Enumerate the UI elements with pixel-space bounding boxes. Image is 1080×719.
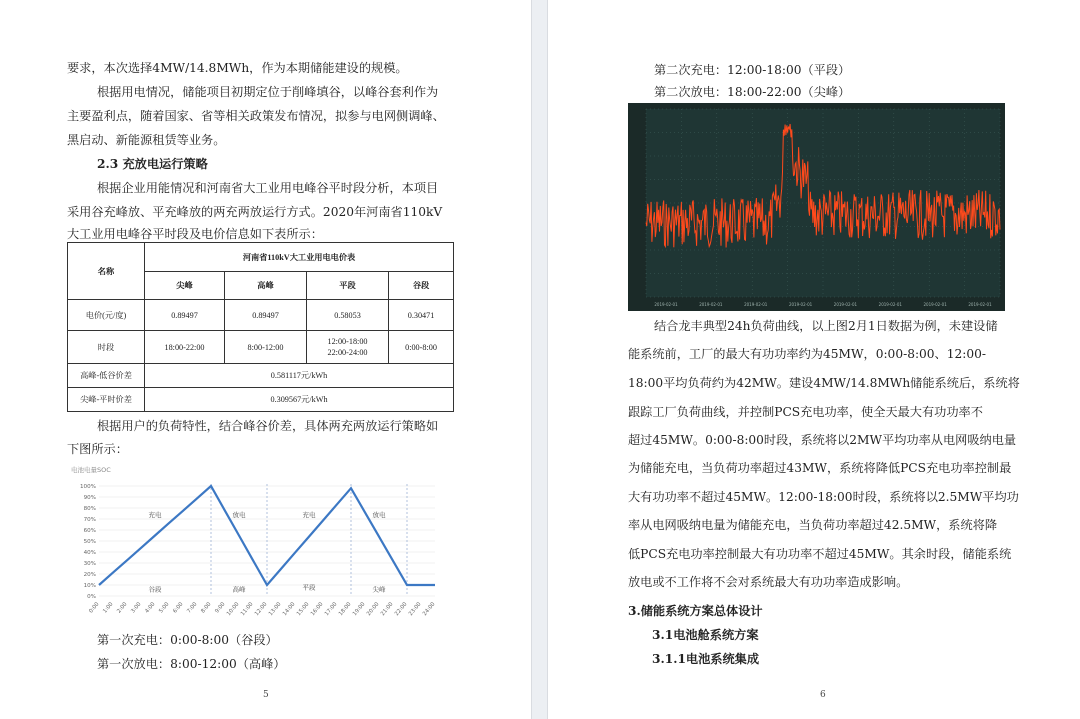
y-tick-label: 70% bbox=[83, 517, 96, 523]
table-cell: 0.581117元/kWh bbox=[145, 364, 454, 388]
body-text-line: 第一次充电：0:00-8:00（谷段） bbox=[97, 633, 278, 647]
y-tick-label: 40% bbox=[83, 550, 96, 556]
row-label: 尖峰-平时价差 bbox=[68, 388, 145, 412]
chart-background bbox=[69, 459, 447, 622]
body-text-line: 超过45MW。0:00-8:00时段，系统将以2MW平均功率从电网吸纳电量 bbox=[628, 433, 1017, 447]
table-cell: 0.58053 bbox=[307, 300, 389, 331]
x-tick-label: 11:00 bbox=[239, 601, 255, 618]
cell-line: 12:00-18:00 bbox=[327, 337, 368, 346]
body-text-line: 下图所示： bbox=[67, 442, 128, 456]
row-label: 时段 bbox=[68, 331, 145, 364]
y-tick-label: 30% bbox=[83, 561, 96, 567]
section-heading: 3.1电池舱系统方案 bbox=[652, 628, 759, 642]
x-tick-label: 6:00 bbox=[172, 601, 185, 615]
x-tick-label: 20:00 bbox=[365, 601, 381, 618]
section-heading: 3.储能系统方案总体设计 bbox=[628, 604, 763, 618]
body-text-line: 第二次放电：18:00-22:00（尖峰） bbox=[654, 85, 851, 99]
table-cell: 0:00-8:00 bbox=[389, 331, 454, 364]
row-label: 高峰-低谷价差 bbox=[68, 364, 145, 388]
y-tick-label: 0% bbox=[87, 594, 96, 600]
column-header: 尖峰 bbox=[145, 272, 225, 300]
table-cell bbox=[307, 331, 389, 364]
body-text-line: 跟踪工厂负荷曲线，并控制PCS充电功率，使全天最大有功功率不 bbox=[628, 405, 983, 419]
photo-tick-label: 2019-02-01 bbox=[878, 302, 902, 307]
body-text-line: 大有功功率不超过45MW。12:00-18:00时段，系统将以2.5MW平均功 bbox=[628, 490, 1019, 504]
body-text-line: 为储能充电，当负荷功率超过43MW，系统将降低PCS充电功率控制最 bbox=[628, 461, 1012, 475]
period-label: 平段 bbox=[302, 583, 316, 592]
x-tick-label: 22:00 bbox=[393, 601, 409, 618]
x-tick-label: 5:00 bbox=[158, 601, 171, 615]
phase-label: 放电 bbox=[232, 510, 246, 519]
photo-tick-label: 2019-02-01 bbox=[923, 302, 947, 307]
x-tick-label: 17:00 bbox=[323, 601, 339, 618]
body-text-line: 主要盈利点，随着国家、省等相关政策发布情况，拟参与电网侧调峰、 bbox=[67, 109, 445, 123]
y-tick-label: 50% bbox=[83, 539, 96, 545]
x-tick-label: 18:00 bbox=[337, 601, 353, 618]
phase-label: 充电 bbox=[148, 510, 162, 519]
phase-label: 充电 bbox=[302, 510, 316, 519]
column-header: 平段 bbox=[307, 272, 389, 300]
section-heading: 3.1.1电池系统集成 bbox=[652, 652, 760, 666]
chart-title: 电池电量SOC bbox=[71, 466, 111, 474]
soc-chart bbox=[69, 459, 447, 622]
x-tick-label: 10:00 bbox=[225, 601, 241, 618]
x-tick-label: 3:00 bbox=[130, 601, 143, 615]
table-cell: 0.89497 bbox=[145, 300, 225, 331]
x-tick-label: 23:00 bbox=[407, 601, 423, 618]
x-tick-label: 9:00 bbox=[214, 601, 227, 615]
x-tick-label: 12:00 bbox=[253, 601, 269, 618]
body-text-line: 放电或不工作将不会对系统最大有功功率造成影响。 bbox=[628, 575, 909, 589]
x-tick-label: 13:00 bbox=[267, 601, 283, 618]
photo-tick-label: 2019-02-01 bbox=[654, 302, 678, 307]
y-tick-label: 100% bbox=[80, 484, 96, 490]
price-table bbox=[67, 242, 454, 412]
body-text-line: 采用谷充峰放、平充峰放的两充两放运行方式。2020年河南省110kV bbox=[67, 205, 443, 219]
period-label: 谷段 bbox=[148, 585, 162, 594]
page-number: 5 bbox=[263, 690, 269, 700]
body-text-line: 能系统前，工厂的最大有功功率约为45MW，0:00-8:00、12:00- bbox=[628, 347, 986, 361]
table-group-header: 河南省110kV大工业用电电价表 bbox=[145, 243, 454, 272]
photo-tick-label: 2019-02-01 bbox=[968, 302, 992, 307]
section-heading: 2.3 充放电运行策略 bbox=[97, 157, 208, 171]
period-label: 高峰 bbox=[232, 585, 246, 594]
x-tick-label: 21:00 bbox=[379, 601, 395, 618]
x-tick-label: 16:00 bbox=[309, 601, 325, 618]
column-header: 高峰 bbox=[225, 272, 307, 300]
body-text-line: 大工业用电峰谷平时段及电价信息如下表所示： bbox=[67, 227, 323, 241]
x-tick-label: 14:00 bbox=[281, 601, 297, 618]
y-tick-label: 80% bbox=[83, 506, 96, 512]
body-text-line: 率从电网吸纳电量为储能充电，当负荷功率超过42.5MW，系统将降 bbox=[628, 518, 998, 532]
x-tick-label: 7:00 bbox=[186, 601, 199, 615]
cell-line: 22:00-24:00 bbox=[327, 348, 368, 357]
x-tick-label: 15:00 bbox=[295, 601, 311, 618]
photo-tick-label: 2019-02-01 bbox=[833, 302, 858, 307]
y-tick-label: 60% bbox=[83, 528, 96, 534]
body-text-line: 要求，本次选择4MW/14.8MWh，作为本期储能建设的规模。 bbox=[67, 61, 408, 75]
x-tick-label: 8:00 bbox=[200, 601, 213, 615]
row-label: 电价(元/度) bbox=[68, 300, 145, 331]
page-number: 6 bbox=[820, 690, 826, 700]
table-cell: 0.30471 bbox=[389, 300, 454, 331]
x-tick-label: 0:00 bbox=[88, 601, 101, 615]
y-tick-label: 90% bbox=[83, 495, 96, 501]
body-text-line: 18:00平均负荷约为42MW。建设4MW/14.8MWh储能系统后，系统将 bbox=[628, 376, 1020, 390]
body-text-line: 第一次放电：8:00-12:00（高峰） bbox=[97, 657, 286, 671]
body-text-line: 结合龙丰典型24h负荷曲线，以上图2月1日数据为例，未建设储 bbox=[654, 319, 998, 333]
phase-label: 放电 bbox=[372, 510, 386, 519]
photo-tick-label: 2019-02-01 bbox=[788, 302, 813, 307]
page-left bbox=[0, 0, 531, 719]
x-tick-label: 24:00 bbox=[421, 601, 437, 618]
table-cell: 8:00-12:00 bbox=[225, 331, 307, 364]
column-header: 谷段 bbox=[389, 272, 454, 300]
table-name-header: 名称 bbox=[68, 243, 145, 300]
y-tick-label: 10% bbox=[83, 583, 96, 589]
body-text-line: 根据用户的负荷特性，结合峰谷价差，具体两充两放运行策略如 bbox=[97, 419, 439, 433]
page-gutter bbox=[531, 0, 548, 719]
table-cell: 0.309567元/kWh bbox=[145, 388, 454, 412]
table-cell: 0.89497 bbox=[225, 300, 307, 331]
x-tick-label: 1:00 bbox=[102, 601, 115, 615]
body-text-line: 黑启动、新能源租赁等业务。 bbox=[67, 133, 226, 147]
x-tick-label: 19:00 bbox=[351, 601, 367, 618]
photo-tick-label: 2019-02-01 bbox=[744, 302, 768, 307]
x-tick-label: 4:00 bbox=[144, 601, 157, 615]
photo-tick-label: 2019-02-01 bbox=[699, 302, 723, 307]
table-cell: 18:00-22:00 bbox=[145, 331, 225, 364]
body-text-line: 根据企业用能情况和河南省大工业用电峰谷平时段分析，本项目 bbox=[97, 181, 439, 195]
body-text-line: 第二次充电：12:00-18:00（平段） bbox=[654, 63, 851, 77]
x-tick-label: 2:00 bbox=[116, 601, 129, 615]
load-curve-photo bbox=[628, 103, 1005, 311]
y-tick-label: 20% bbox=[83, 572, 96, 578]
body-text-line: 低PCS充电功率控制最大有功功率不超过45MW。其余时段，储能系统 bbox=[628, 547, 1012, 561]
period-label: 尖峰 bbox=[372, 585, 386, 594]
body-text-line: 根据用电情况，储能项目初期定位于削峰填谷，以峰谷套利作为 bbox=[97, 85, 439, 99]
